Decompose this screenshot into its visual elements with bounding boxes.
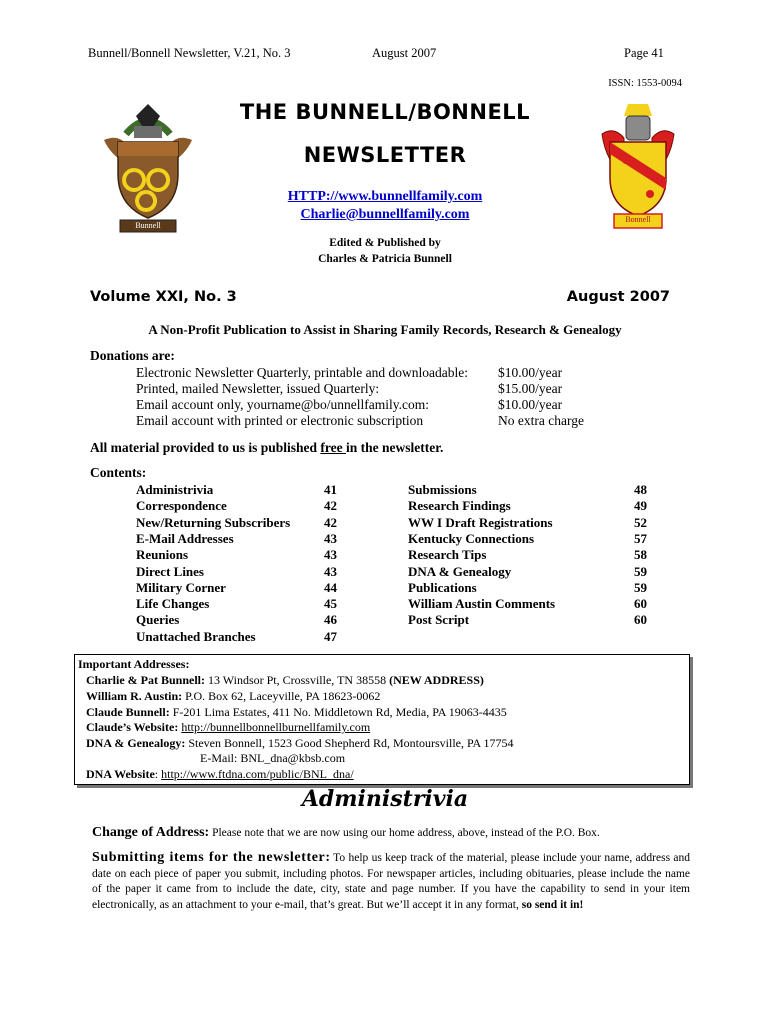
contents-entry-title: Publications: [408, 579, 477, 595]
contents-entry-page: 43: [324, 563, 337, 579]
claude-website-link[interactable]: http://bunnellbonnellburnellfamily.com: [181, 720, 371, 734]
contents-entry-page: 49: [634, 498, 647, 514]
contents-entry-title: Direct Lines: [136, 563, 204, 579]
contents-entry-page: 46: [324, 612, 337, 628]
contents-entry-title: William Austin Comments: [408, 596, 556, 612]
contents-entry-page: 43: [324, 547, 337, 563]
contents-entry-page: 58: [634, 547, 647, 563]
donations-heading: Donations are:: [90, 348, 175, 363]
bunnell-crest-label: Bunnell: [135, 221, 161, 230]
contents-entry-page: 52: [634, 514, 647, 530]
running-header-left: Bunnell/Bonnell Newsletter, V.21, No. 3: [88, 46, 291, 60]
contents-entry-title: Kentucky Connections: [408, 530, 535, 546]
address-dna-genealogy: DNA & Genealogy: Steven Bonnell, 1523 Good Shepherd Rd, Montoursville, PA 17754: [86, 736, 514, 750]
contents-entry-page: 57: [634, 530, 647, 546]
donation-row: Electronic Newsletter Quarterly, printable and downloadable: $10.00/year: [136, 365, 563, 380]
contents-entry-title: Post Script: [408, 612, 470, 628]
address-dna-website: DNA Website: http://www.ftdna.com/public/BNL_dna/: [86, 767, 354, 781]
website-link[interactable]: HTTP://www.bunnellfamily.com: [287, 189, 483, 204]
free-material-note: All material provided to us is published free in the newsletter.: [90, 440, 444, 455]
contents-entry-page: 42: [324, 498, 337, 514]
contents-entry-page: 60: [634, 612, 647, 628]
address-charlie-pat: Charlie & Pat Bunnell: 13 Windsor Pt, Crossville, TN 38558 (NEW ADDRESS): [86, 673, 484, 687]
volume-number: Volume XXI, No. 3: [90, 289, 237, 305]
contents-entry-title: Military Corner: [136, 579, 226, 595]
issn: ISSN: 1553-0094: [608, 78, 682, 89]
contents-entry-title: E-Mail Addresses: [136, 530, 234, 546]
administrivia-heading: Administrivia: [301, 786, 469, 812]
newsletter-title-line1: THE BUNNELL/BONNELL: [239, 100, 531, 124]
contents-entry-title: Correspondence: [136, 498, 227, 514]
contents-entry-title: New/Returning Subscribers: [136, 514, 291, 530]
contents-entry-title: Research Findings: [408, 498, 511, 514]
submitting-items-paragraph: Submitting items for the newsletter: To help us keep track of the material, please include your name, address and date on each piece of paper you submit, including photos. For newspaper articles, including obituaries, please include the name of the paper it came from to include the date, city, state and page number. If you have the capability to send in your item electronically, as an attachment to your e-mail, that’s great. But we’ll accept it in any format, so send it in!: [92, 850, 690, 911]
donation-row: Email account with printed or electronic subscription No extra charge: [136, 413, 584, 428]
running-header-date: August 2007: [372, 46, 437, 60]
address-claude-website: Claude’s Website: http://bunnellbonnellburnellfamily.com: [86, 720, 371, 734]
contents-heading: Contents:: [90, 465, 147, 480]
address-william-austin: William R. Austin: P.O. Box 62, Laceyville, PA 18623-0062: [86, 689, 381, 703]
contents-entry-title: DNA & Genealogy: [408, 563, 512, 579]
newsletter-title-line2: NEWSLETTER: [303, 143, 467, 167]
contents-entry-title: Queries: [136, 612, 180, 628]
contents-entry-title: Unattached Branches: [136, 628, 256, 644]
contents-entry-page: 47: [324, 628, 337, 644]
donation-row: Email account only, yourname@bo/unnellfamily.com: $10.00/year: [136, 397, 563, 412]
dna-website-link[interactable]: http://www.ftdna.com/public/BNL_dna/: [161, 767, 354, 781]
email-link[interactable]: Charlie@bunnellfamily.com: [300, 207, 470, 222]
addresses-heading: Important Addresses:: [78, 657, 190, 671]
contents-entry-title: WW I Draft Registrations: [408, 514, 553, 530]
contents-entry-page: 42: [324, 514, 337, 530]
bonnell-crest-label: Bonnell: [625, 215, 651, 224]
dna-email: E-Mail: BNL_dna@kbsb.com: [200, 751, 346, 765]
contents-entry-page: 43: [324, 530, 337, 546]
contents-entry-page: 44: [324, 579, 337, 595]
contents-entry-title: Research Tips: [408, 547, 487, 563]
volume-date: August 2007: [566, 289, 670, 305]
address-claude-bunnell: Claude Bunnell: F-201 Lima Estates, 411 No. Middletown Rd, Media, PA 19063-4435: [86, 705, 507, 719]
contents-entry-page: 59: [634, 579, 647, 595]
contents-entry-title: Administrivia: [136, 482, 214, 497]
running-header-page: Page 41: [624, 46, 664, 60]
contents-entry-page: 60: [634, 596, 647, 612]
editors: Charles & Patricia Bunnell: [318, 253, 452, 265]
contents-entry-page: 45: [324, 596, 337, 612]
contents-entry-title: Submissions: [408, 482, 477, 497]
contents-entry-title: Life Changes: [136, 596, 210, 612]
contents-entry-page: 48: [634, 482, 647, 497]
donation-row: Printed, mailed Newsletter, issued Quarterly: $15.00/year: [136, 381, 563, 396]
contents-entry-page: 59: [634, 563, 647, 579]
contents-entry-page: 41: [324, 482, 337, 497]
contents-entry-title: Reunions: [136, 547, 189, 563]
edited-by: Edited & Published by: [329, 237, 441, 249]
publication-subtitle: A Non-Profit Publication to Assist in Sharing Family Records, Research & Genealogy: [148, 322, 622, 337]
change-of-address-paragraph: Change of Address: Please note that we are now using our home address, above, instead of the P.O. Box.: [92, 825, 600, 840]
